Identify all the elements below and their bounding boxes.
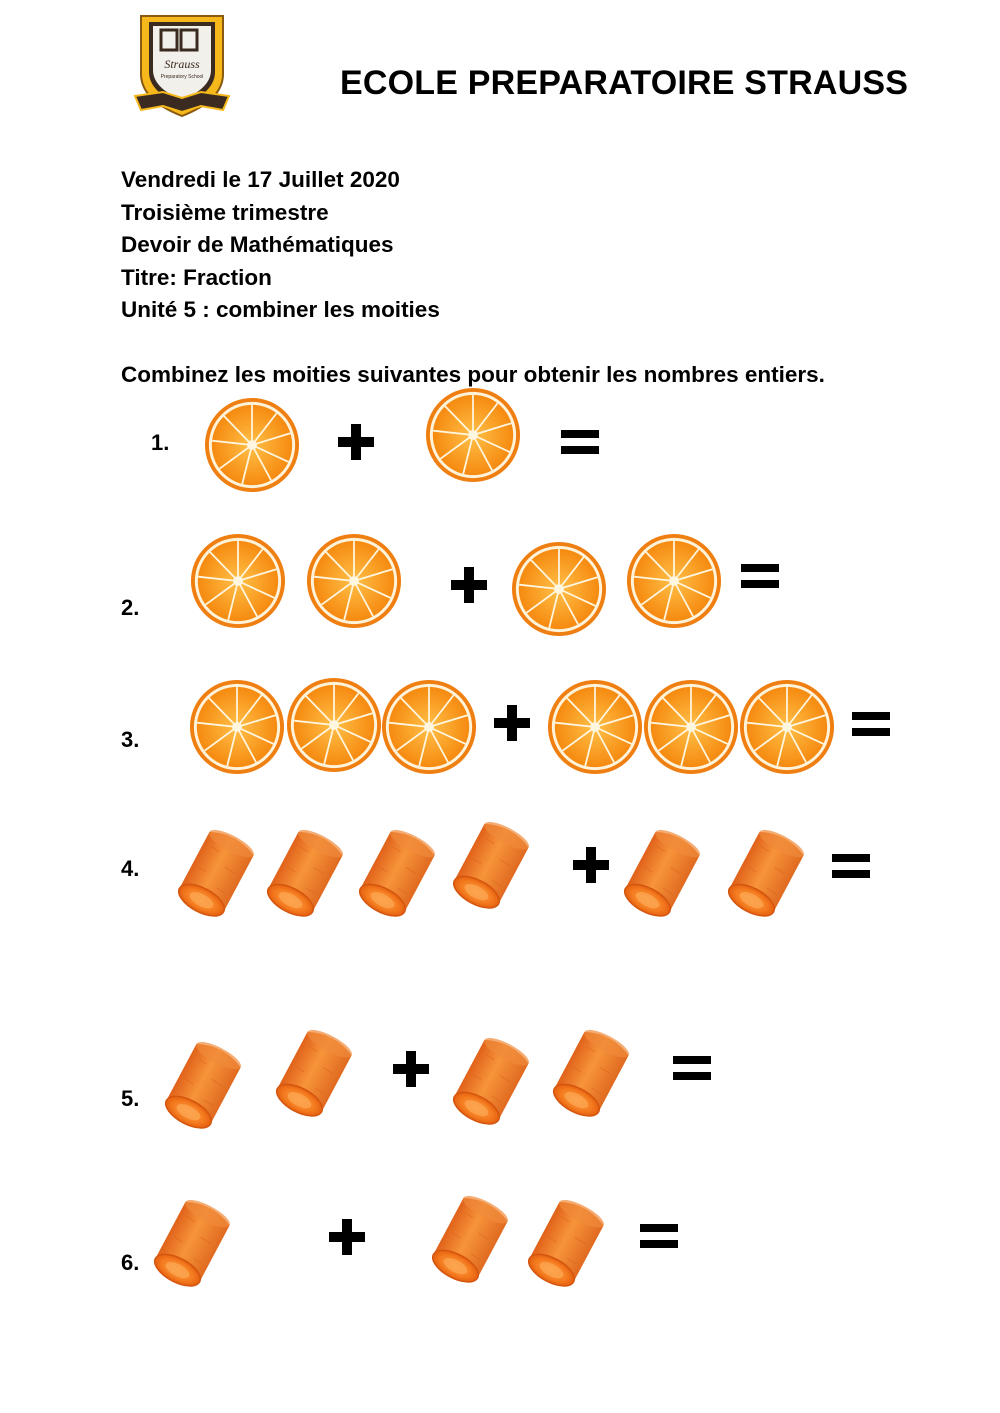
unit-line: Unité 5 : combiner les moities (121, 297, 440, 323)
exercise-label: 6. (121, 1250, 140, 1275)
carrot-piece-icon (157, 1030, 252, 1136)
orange-slice-icon (305, 532, 403, 630)
orange-slice-icon (424, 386, 522, 484)
header-info (121, 164, 440, 327)
equals-icon (640, 1222, 678, 1250)
equals-icon (673, 1054, 711, 1082)
plus-icon (572, 846, 610, 884)
plus-icon (450, 566, 488, 604)
orange-slice-icon (642, 678, 740, 776)
orange-slice-icon (625, 532, 723, 630)
orange-slice-icon (738, 678, 836, 776)
equals-icon (741, 562, 779, 590)
logo-text: Strauss (164, 57, 200, 71)
orange-slice-icon (546, 678, 644, 776)
title-line: Titre: Fraction (121, 264, 272, 290)
orange-slice-icon (189, 532, 287, 630)
subject-line: Devoir de Mathématiques (121, 232, 394, 258)
carrot-piece-icon (545, 1018, 640, 1124)
exercise-label: 4. (121, 856, 140, 881)
orange-slice-icon (203, 396, 301, 494)
plus-icon (328, 1218, 366, 1256)
carrot-piece-icon (445, 1026, 540, 1132)
equals-icon (852, 710, 890, 738)
equals-icon (832, 852, 870, 880)
carrot-piece-icon (146, 1188, 241, 1294)
term-line: Troisième trimestre (121, 199, 329, 225)
equals-icon (561, 428, 599, 456)
exercise-label: 2. (121, 595, 140, 620)
carrot-piece-icon (445, 810, 540, 916)
exercise-label: 5. (121, 1086, 140, 1111)
carrot-piece-icon (720, 818, 815, 924)
plus-icon (337, 423, 375, 461)
orange-slice-icon (380, 678, 478, 776)
plus-icon (392, 1050, 430, 1088)
exercise-label: 1. (151, 430, 170, 455)
exercise-label: 3. (121, 727, 140, 752)
carrot-piece-icon (170, 818, 265, 924)
orange-slice-icon (510, 540, 608, 638)
carrot-piece-icon (616, 818, 711, 924)
carrot-piece-icon (520, 1188, 615, 1294)
carrot-piece-icon (351, 818, 446, 924)
orange-slice-icon (188, 678, 286, 776)
orange-slice-icon (285, 676, 383, 774)
carrot-piece-icon (259, 818, 354, 924)
instruction: Combinez les moities suivantes pour obtenir les nombres entiers. (121, 362, 825, 387)
page-title: ECOLE PREPARATOIRE STRAUSS (340, 64, 909, 102)
logo-subtext: Preparatory School (160, 74, 204, 80)
plus-icon (493, 704, 531, 742)
date-line: Vendredi le 17 Juillet 2020 (121, 167, 400, 192)
school-logo (133, 12, 231, 120)
carrot-piece-icon (268, 1018, 363, 1124)
carrot-piece-icon (424, 1184, 519, 1290)
